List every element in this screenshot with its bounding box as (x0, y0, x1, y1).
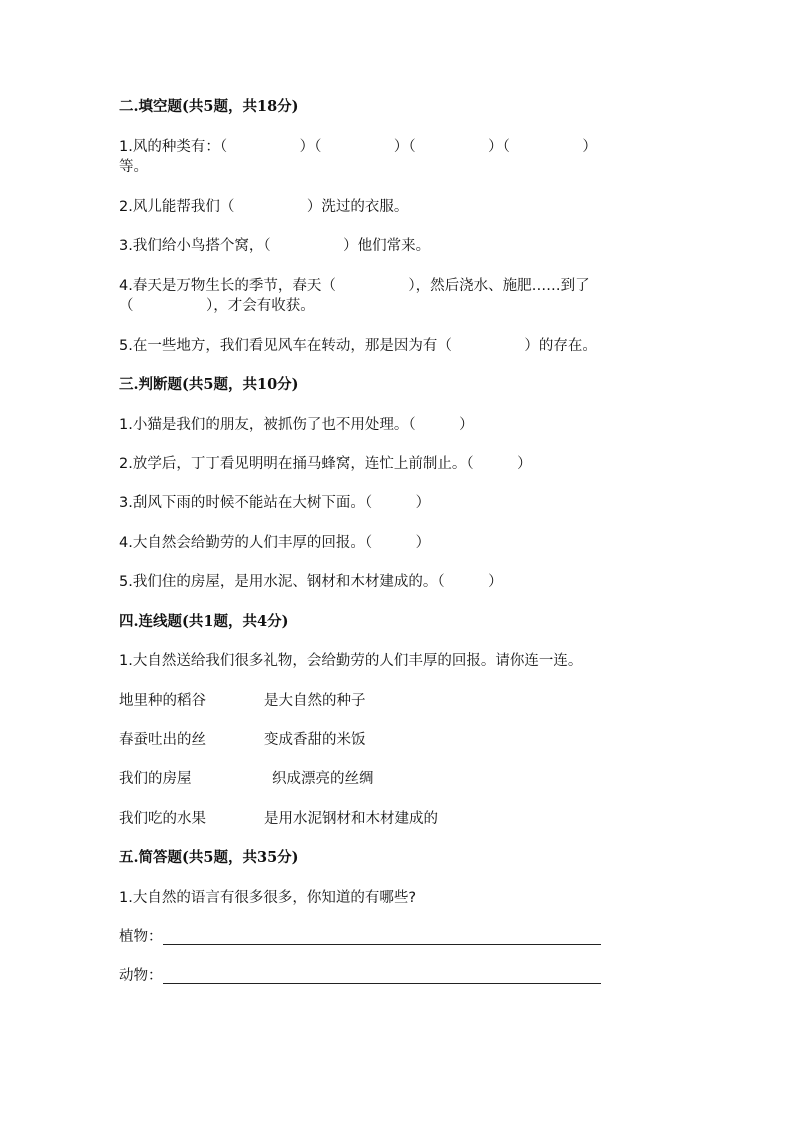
match-right-item: 织成漂亮的丝绸 (272, 771, 374, 787)
answer-label: 动物： (119, 968, 163, 984)
judge-question-5: 5.我们住的房屋，是用水泥、钢材和木材建成的。（ ） (119, 574, 503, 590)
section-heading-match: 四.连线题(共1题，共4分) (119, 613, 289, 630)
fill-question-4-line-1: 4.春天是万物生长的季节，春天（ ），然后浇水、施肥……到了 (119, 278, 590, 294)
match-left-item: 地里种的稻谷 (119, 693, 206, 709)
judge-question-1: 1.小猫是我们的朋友，被抓伤了也不用处理。（ ） (119, 417, 474, 433)
fill-question-1-line-2: 等。 (119, 159, 148, 175)
match-question-1: 1.大自然送给我们很多礼物，会给勤劳的人们丰厚的回报。请你连一连。 (119, 653, 583, 669)
section-heading-fill: 二.填空题(共5题，共18分) (119, 98, 299, 115)
match-right-item: 是用水泥钢材和木材建成的 (264, 811, 438, 827)
match-left-item: 我们吃的水果 (119, 811, 206, 827)
fill-question-5: 5.在一些地方，我们看见风车在转动，那是因为有（ ）的存在。 (119, 338, 597, 354)
judge-question-2: 2.放学后，丁丁看见明明在捅马蜂窝，连忙上前制止。（ ） (119, 456, 532, 472)
fill-question-2: 2.风儿能帮我们（ ）洗过的衣服。 (119, 199, 409, 215)
answer-row-plants (119, 927, 601, 947)
short-question-1: 1.大自然的语言有很多很多，你知道的有哪些? (119, 890, 417, 906)
section-heading-short: 五.简答题(共5题，共35分) (119, 849, 299, 866)
fill-question-4-line-2: （ ），才会有收获。 (119, 298, 315, 314)
fill-question-1-line-1: 1.风的种类有：（ ）（ ）（ ）（ ） (119, 139, 597, 155)
answer-blank-line[interactable] (163, 944, 602, 945)
match-left-item: 春蚕吐出的丝 (119, 732, 206, 748)
section-heading-judge: 三.判断题(共5题，共10分) (119, 376, 299, 393)
answer-row-animals (119, 966, 601, 986)
answer-blank-line[interactable] (163, 983, 602, 984)
answer-label: 植物： (119, 929, 163, 945)
fill-question-3: 3.我们给小鸟搭个窝，（ ）他们常来。 (119, 238, 431, 254)
judge-question-3: 3.刮风下雨的时候不能站在大树下面。（ ） (119, 495, 431, 511)
match-right-item: 是大自然的种子 (264, 693, 366, 709)
match-left-item: 我们的房屋 (119, 771, 192, 787)
judge-question-4: 4.大自然会给勤劳的人们丰厚的回报。（ ） (119, 535, 431, 551)
match-right-item: 变成香甜的米饭 (264, 732, 366, 748)
